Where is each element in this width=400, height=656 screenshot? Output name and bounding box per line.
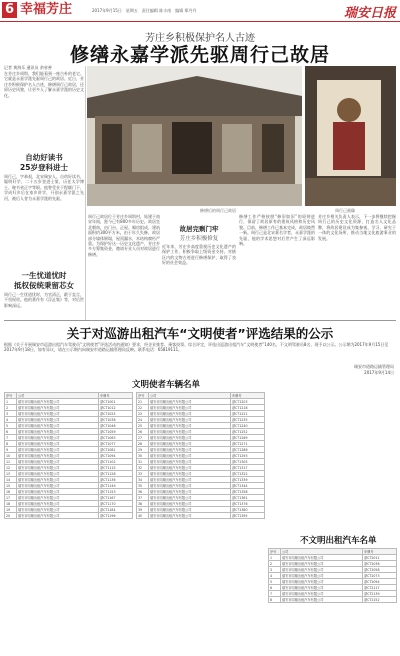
cell-plate: 浙CT1081 xyxy=(99,447,133,453)
cell-plate: 浙CT1001 xyxy=(99,399,133,405)
table-row xyxy=(5,513,133,519)
cell-company: 瑞安市同顺出租汽车有限公司 xyxy=(281,573,363,579)
cell-plate: 浙CT1115 xyxy=(99,465,133,471)
cell-index: 3 xyxy=(269,567,281,573)
cell-plate: 浙CT1361 xyxy=(231,495,265,501)
cell-plate: 浙CT1102 xyxy=(99,459,133,465)
cell-plate: 浙CT1167 xyxy=(99,495,133,501)
cell-plate: 浙CT1094 xyxy=(99,453,133,459)
page-number: 6 xyxy=(2,2,17,18)
cell-plate: 浙CT1271 xyxy=(231,441,265,447)
cell-index: 30 xyxy=(137,453,149,459)
sidebar-title-2: 25岁登科进士 xyxy=(20,163,68,172)
sidebar-body-2: 周行己一生忧道忧时，为官清正，敢于直言，不畏权贵。他的著作有《浮沚集》等，对后世影响深远。 xyxy=(4,292,84,308)
cell-company: 瑞安市同顺出租汽车有限公司 xyxy=(17,417,99,423)
cell-company: 瑞安市同顺出租汽车有限公司 xyxy=(17,423,99,429)
cell-plate: 浙CT2036 xyxy=(363,561,397,567)
cell-company: 瑞安市同顺出租汽车有限公司 xyxy=(149,507,231,513)
cell-plate: 浙CT1059 xyxy=(99,429,133,435)
cell-index: 15 xyxy=(5,483,17,489)
cell-company: 瑞安市同顺出租汽车有限公司 xyxy=(149,417,231,423)
cell-index: 9 xyxy=(5,447,17,453)
cell-plate: 浙CT1317 xyxy=(231,465,265,471)
cell-plate: 浙CT1170 xyxy=(99,501,133,507)
cell-plate: 浙CT1240 xyxy=(231,423,265,429)
cell-company: 瑞安市同顺出租汽车有限公司 xyxy=(17,501,99,507)
cell-index: 18 xyxy=(5,501,17,507)
cell-plate: 浙CT1136 xyxy=(99,477,133,483)
middle-body: 近年来，芳庄乡高度重视历史文化遗产的保护工作，积极争取上级资金支持，对辖区内的文物古迹进行修缮保护，取得了良好的社会效益。 xyxy=(162,244,236,266)
cell-company: 瑞安市同顺出租汽车有限公司 xyxy=(149,501,231,507)
house-photo xyxy=(87,66,302,206)
cell-plate: 浙CT1025 xyxy=(99,411,133,417)
cell-index: 6 xyxy=(269,585,281,591)
cell-plate: 浙CT1012 xyxy=(99,405,133,411)
cell-plate: 浙CT1293 xyxy=(231,453,265,459)
cell-index: 7 xyxy=(269,591,281,597)
cell-company: 瑞安市同顺出租汽车有限公司 xyxy=(17,507,99,513)
cell-index: 16 xyxy=(5,489,17,495)
cell-index: 4 xyxy=(269,573,281,579)
cell-plate: 浙CT1252 xyxy=(231,429,265,435)
cell-plate: 浙CT1376 xyxy=(231,501,265,507)
col-header-plate: 车牌号 xyxy=(363,549,397,555)
cell-plate: 浙CT1203 xyxy=(231,399,265,405)
cell-plate: 浙CT2058 xyxy=(363,567,397,573)
cell-company: 瑞安市同顺出租汽车有限公司 xyxy=(281,561,363,567)
sidebar-title-1: 自幼好读书 xyxy=(25,153,63,162)
column-divider xyxy=(85,66,86,320)
cell-index: 25 xyxy=(137,423,149,429)
cell-company: 瑞安市同顺出租汽车有限公司 xyxy=(281,579,363,585)
col-header-index: 序号 xyxy=(269,549,281,555)
cell-plate: 浙CT1380 xyxy=(231,507,265,513)
cell-company: 瑞安市同顺出租汽车有限公司 xyxy=(281,567,363,573)
cell-index: 2 xyxy=(269,561,281,567)
sidebar-title-4: 抵权佞统秉留芯女 xyxy=(14,281,74,290)
notice-issuer: 瑞安市道路运输管理局 xyxy=(354,364,394,369)
portrait-photo-caption: 周行己画像 xyxy=(335,208,355,213)
cell-company: 瑞安市同顺出租汽车有限公司 xyxy=(149,435,231,441)
cell-company: 瑞安市同顺出租汽车有限公司 xyxy=(17,453,99,459)
cell-index: 17 xyxy=(5,495,17,501)
cell-index: 27 xyxy=(137,435,149,441)
cell-index: 19 xyxy=(5,507,17,513)
article-byline: 记者 黄海乐 通讯员 余省善 xyxy=(4,65,52,70)
notice-title: 关于对巡游出租汽车“文明使者”评选结果的公示 xyxy=(66,326,334,341)
cell-company: 瑞安市同顺出租汽车有限公司 xyxy=(281,597,363,603)
cell-company: 瑞安市同顺出租汽车有限公司 xyxy=(17,399,99,405)
cell-company: 瑞安市同顺出租汽车有限公司 xyxy=(17,471,99,477)
cell-company: 瑞安市同顺出租汽车有限公司 xyxy=(149,429,231,435)
cell-plate: 浙CT1358 xyxy=(231,489,265,495)
cell-index: 6 xyxy=(5,429,17,435)
cell-company: 瑞安市同顺出租汽车有限公司 xyxy=(149,489,231,495)
cell-index: 12 xyxy=(5,465,17,471)
cell-index: 26 xyxy=(137,429,149,435)
cell-index: 37 xyxy=(137,495,149,501)
cell-company: 瑞安市同顺出租汽车有限公司 xyxy=(149,471,231,477)
col-header-company: 公司 xyxy=(17,393,99,399)
civil-list-title: 文明使者车辆名单 xyxy=(132,380,201,390)
cell-company: 瑞安市同顺出租汽车有限公司 xyxy=(149,423,231,429)
middle-subtitle: 芳庄乡积极修复 xyxy=(179,236,219,242)
table-row xyxy=(269,597,397,603)
cell-plate: 浙CT1149 xyxy=(99,483,133,489)
cell-index: 38 xyxy=(137,501,149,507)
cell-company: 瑞安市同顺出租汽车有限公司 xyxy=(17,435,99,441)
cell-plate: 浙CT1322 xyxy=(231,471,265,477)
cell-company: 瑞安市同顺出租汽车有限公司 xyxy=(17,477,99,483)
cell-company: 瑞安市同顺出租汽车有限公司 xyxy=(17,465,99,471)
notice-paragraph: 根据《关于开展瑞安市巡游出租汽车驾驶员“文明使者”评选活动的通知》要求，经企业推荐、乘客投票、综合评定，评选出巡游出租汽车“文明使者”140名，不文明驾驶员8名，现予以公示。公示期为2017年9月15日至2017年9月18日，如有异议，请在公示期内向瑞安市道路运输管理局反映。联系电话：65819111。 xyxy=(4,342,389,353)
cell-company: 瑞安市同顺出租汽车有限公司 xyxy=(17,489,99,495)
cell-company: 瑞安市同顺出租汽车有限公司 xyxy=(149,411,231,417)
cell-company: 瑞安市同顺出租汽车有限公司 xyxy=(17,495,99,501)
cell-plate: 浙CT2117 xyxy=(363,585,397,591)
uncivil-list-table xyxy=(268,548,397,603)
cell-index: 8 xyxy=(269,597,281,603)
cell-index: 11 xyxy=(5,459,17,465)
cell-plate: 浙CT2139 xyxy=(363,591,397,597)
cell-plate: 浙CT1286 xyxy=(231,447,265,453)
cell-plate: 浙CT1184 xyxy=(99,507,133,513)
cell-plate: 浙CT1221 xyxy=(231,411,265,417)
cell-plate: 浙CT1305 xyxy=(231,459,265,465)
cell-index: 14 xyxy=(5,477,17,483)
cell-company: 瑞安市同顺出租汽车有限公司 xyxy=(17,429,99,435)
sidebar-body-1: 周行己，字恭叔，北宋瑞安人。自幼好读书，聪明好学，二十五岁登进士第，历任太学博士、秘书省正字等职。他曾受业于程颐门下，学成归乡后在家乡讲学，开创永嘉学派之先河，被后人誉为永嘉学派的先驱。 xyxy=(4,174,84,201)
cell-index: 20 xyxy=(5,513,17,519)
cell-plate: 浙CT1153 xyxy=(99,489,133,495)
table-row xyxy=(137,513,265,519)
col-header-index: 序号 xyxy=(137,393,149,399)
house-photo-caption: 修缮后的周行己故居 xyxy=(200,208,236,213)
article-title: 修缮永嘉学派先驱周行己故居 xyxy=(69,44,330,66)
uncivil-list-title: 不文明出租汽车名单 xyxy=(300,536,377,546)
cell-company: 瑞安市同顺出租汽车有限公司 xyxy=(149,465,231,471)
cell-index: 5 xyxy=(269,579,281,585)
cell-plate: 浙CT1269 xyxy=(231,435,265,441)
cell-index: 29 xyxy=(137,447,149,453)
notice-date: 2017年9月14日 xyxy=(364,370,394,375)
cell-index: 36 xyxy=(137,489,149,495)
portrait-photo xyxy=(305,66,396,206)
cell-index: 1 xyxy=(269,555,281,561)
cell-plate: 浙CT1344 xyxy=(231,483,265,489)
cell-index: 34 xyxy=(137,477,149,483)
cell-plate: 浙CT1395 xyxy=(231,513,265,519)
cell-company: 瑞安市同顺出租汽车有限公司 xyxy=(149,513,231,519)
cell-company: 瑞安市同顺出租汽车有限公司 xyxy=(149,477,231,483)
cell-company: 瑞安市同顺出租汽车有限公司 xyxy=(149,459,231,465)
cell-plate: 浙CT2011 xyxy=(363,555,397,561)
cell-company: 瑞安市同顺出租汽车有限公司 xyxy=(149,441,231,447)
cell-index: 8 xyxy=(5,441,17,447)
cell-index: 23 xyxy=(137,411,149,417)
article-subtitle: 芳庄乡积极保护名人古迹 xyxy=(145,33,255,44)
cell-company: 瑞安市同顺出租汽车有限公司 xyxy=(17,405,99,411)
cell-plate: 浙CT2152 xyxy=(363,597,397,603)
cell-company: 瑞安市同顺出租汽车有限公司 xyxy=(281,555,363,561)
cell-plate: 浙CT1128 xyxy=(99,471,133,477)
cell-index: 24 xyxy=(137,417,149,423)
cell-index: 1 xyxy=(5,399,17,405)
middle-title: 故居完剩门牢 xyxy=(179,225,219,233)
cell-plate: 浙CT1339 xyxy=(231,477,265,483)
cell-company: 瑞安市同顺出租汽车有限公司 xyxy=(17,459,99,465)
page-masthead xyxy=(0,0,400,22)
col-header-plate: 车牌号 xyxy=(231,393,265,399)
cell-index: 33 xyxy=(137,471,149,477)
cell-plate: 浙CT1077 xyxy=(99,441,133,447)
cell-company: 瑞安市同顺出租汽车有限公司 xyxy=(149,399,231,405)
cell-company: 瑞安市同顺出租汽车有限公司 xyxy=(149,405,231,411)
newspaper-logo: 瑞安日报 xyxy=(343,6,396,21)
cell-company: 瑞安市同顺出租汽车有限公司 xyxy=(149,453,231,459)
cell-company: 瑞安市同顺出租汽车有限公司 xyxy=(17,411,99,417)
col-header-index: 序号 xyxy=(5,393,17,399)
cell-index: 13 xyxy=(5,471,17,477)
cell-company: 瑞安市同顺出租汽车有限公司 xyxy=(281,585,363,591)
article-body-col3: 修缮工作严格按照“修旧如旧”的原则进行，保留了故居原有的建筑风格和历史风貌。目前，修缮工作已基本完成，故居焕然一新。周行己是北宋著名学者，永嘉学派的先驱，他的学术思想对后世产生了深远影响。 xyxy=(239,214,315,247)
cell-index: 40 xyxy=(137,513,149,519)
article-body-col2: 周行己故居位于芳庄乡周圳村，始建于南宋年间，距今已有800多年历史。故居坐北朝南，由门台、正屋、厢房组成，建筑面积约300平方米。由于年久失修，故居部分墙体倒塌，屋顶漏水，木结构腐朽严重。为保护好这一历史文化遗产，芳庄乡多方筹集资金，邀请专业人员对故居进行修缮。 xyxy=(88,214,160,257)
cell-plate: 浙CT2073 xyxy=(363,573,397,579)
cell-company: 瑞安市同顺出租汽车有限公司 xyxy=(281,591,363,597)
cell-company: 瑞安市同顺出租汽车有限公司 xyxy=(149,447,231,453)
cell-index: 10 xyxy=(5,453,17,459)
article-body-col4: 芳庄乡相关负责人表示，下一步将继续挖掘周行己的历史文化资源，打造名人文化品牌，将故居建设成为集参观、学习、研究于一体的文化场所，推动当地文化旅游事业的发展。 xyxy=(318,214,396,241)
cell-index: 22 xyxy=(137,405,149,411)
cell-company: 瑞安市同顺出租汽车有限公司 xyxy=(17,483,99,489)
cell-index: 28 xyxy=(137,441,149,447)
article-lead: 在芳庄乡周圳，我们能看到一座古朴的老宅。它就是永嘉学派先驱周行己的故居。近日，芳庄乡积极保护名人古迹，修缮周行己故居，还原历史风貌，让更多人了解永嘉学派的历史文化。 xyxy=(4,71,84,98)
cell-plate: 浙CT1063 xyxy=(99,435,133,441)
col-header-plate: 车牌号 xyxy=(99,393,133,399)
sidebar-title-3: 一生忧道忧时 xyxy=(21,271,67,280)
col-header-company: 公司 xyxy=(281,549,363,555)
cell-company: 瑞安市同顺出租汽车有限公司 xyxy=(17,447,99,453)
cell-plate: 浙CT1218 xyxy=(231,405,265,411)
cell-plate: 浙CT2094 xyxy=(363,579,397,585)
cell-index: 31 xyxy=(137,459,149,465)
section-name: 幸福芳庄 xyxy=(20,2,73,17)
cell-company: 瑞安市同顺出租汽车有限公司 xyxy=(149,495,231,501)
cell-index: 4 xyxy=(5,417,17,423)
cell-plate: 浙CT1046 xyxy=(99,423,133,429)
section-divider xyxy=(4,320,396,321)
issue-meta: 2017年9月15日 星期五 责任编辑 陈丰南 编辑 郑丹丹 xyxy=(92,8,197,13)
cell-plate: 浙CT1235 xyxy=(231,417,265,423)
civil-list-table-b xyxy=(136,392,265,519)
col-header-company: 公司 xyxy=(149,393,231,399)
cell-index: 7 xyxy=(5,435,17,441)
cell-index: 3 xyxy=(5,411,17,417)
cell-plate: 浙CT1196 xyxy=(99,513,133,519)
cell-plate: 浙CT1038 xyxy=(99,417,133,423)
cell-index: 2 xyxy=(5,405,17,411)
cell-company: 瑞安市同顺出租汽车有限公司 xyxy=(17,513,99,519)
cell-index: 39 xyxy=(137,507,149,513)
cell-index: 5 xyxy=(5,423,17,429)
cell-company: 瑞安市同顺出租汽车有限公司 xyxy=(17,441,99,447)
civil-list-table-a xyxy=(4,392,133,519)
cell-index: 32 xyxy=(137,465,149,471)
cell-company: 瑞安市同顺出租汽车有限公司 xyxy=(149,483,231,489)
cell-index: 21 xyxy=(137,399,149,405)
cell-index: 35 xyxy=(137,483,149,489)
